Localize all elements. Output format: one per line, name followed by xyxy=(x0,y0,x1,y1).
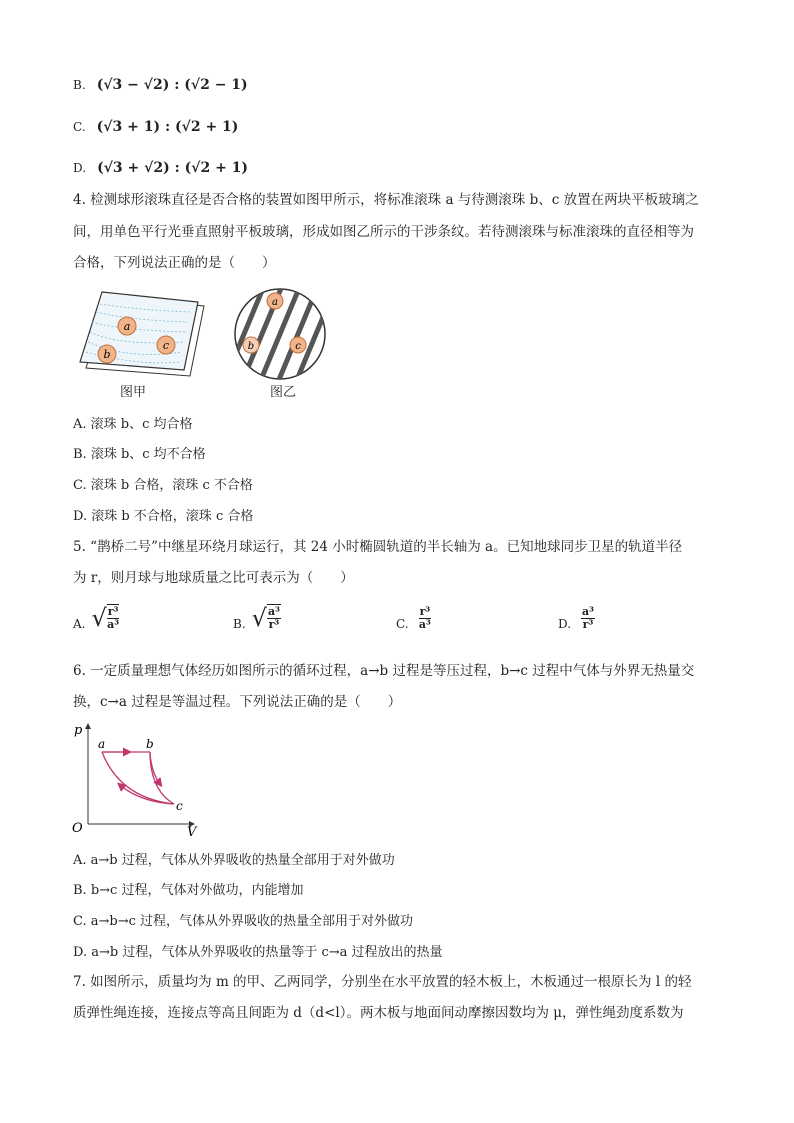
q5-option-a xyxy=(73,604,119,631)
sqrt-sign-icon: √ xyxy=(251,603,267,632)
q4-stem-line2: 间，用单色平行光垂直照射平板玻璃，形成如图乙所示的干涉条纹。若待测滚珠与标准滚珠的直径相等为 xyxy=(73,224,694,240)
q3-option-d xyxy=(73,157,248,176)
q5-option-d xyxy=(558,606,595,631)
option-label: A. xyxy=(73,617,86,631)
q6-option-c: C. a→b→c 过程，气体从外界吸收的热量全部用于对外做功 xyxy=(73,914,414,929)
option-math: (√3 − √2) : (√2 − 1) xyxy=(96,77,248,93)
svg-text:c: c xyxy=(162,339,170,352)
option-label: B. xyxy=(233,617,246,631)
point-a-label: a xyxy=(98,737,106,751)
figure-jia-caption: 图甲 xyxy=(120,385,147,400)
q4-option-c: C. 滚珠 b 合格，滚珠 c 不合格 xyxy=(73,478,253,493)
q7-stem-line1: 7. 如图所示，质量均为 m 的甲、乙两同学，分别坐在水平放置的轻木板上，木板通过一根原长为 l 的轻 xyxy=(73,974,692,990)
q7-stem-line2: 质弹性绳连接，连接点等高且间距为 d（d<l）。两木板与地面间动摩擦因数均为 μ，弹性绳劲度系数为 xyxy=(73,1005,684,1021)
q4-option-b: B. 滚珠 b、c 均不合格 xyxy=(73,447,206,462)
glass-plates xyxy=(80,292,204,376)
figure-yi-caption: 图乙 xyxy=(270,385,297,400)
q6-stem-line1: 6. 一定质量理想气体经历如图所示的循环过程，a→b 过程是等压过程，b→c 过程中气体与外界无热量交 xyxy=(73,663,695,679)
q4-stem-line3: 合格，下列说法正确的是（ ） xyxy=(73,255,276,271)
fraction: $\frac{\text{a³}}{\text{r³}}$ xyxy=(582,605,594,631)
ball-c xyxy=(290,337,306,353)
q6-option-a: A. a→b 过程，气体从外界吸收的热量全部用于对外做功 xyxy=(73,853,395,868)
sqrt-expression: √ $\frac{\text{r³}}{\text{a³}}$ xyxy=(91,603,120,632)
q6-option-b: B. b→c 过程，气体对外做功，内能增加 xyxy=(73,883,304,898)
q6-option-d: D. a→b 过程，气体从外界吸收的热量等于 c→a 过程放出的热量 xyxy=(73,945,443,960)
option-math: (√3 + √2) : (√2 + 1) xyxy=(97,160,249,176)
q3-option-c xyxy=(73,116,238,135)
option-label: C. xyxy=(396,617,409,631)
axis-p-label: p xyxy=(74,723,83,738)
axis-v-label: V xyxy=(187,825,197,838)
origin-label: O xyxy=(72,821,83,836)
sqrt-sign-icon: √ xyxy=(91,603,107,632)
pv-diagram xyxy=(70,720,205,838)
svg-text:a: a xyxy=(123,320,131,333)
svg-text:b: b xyxy=(247,341,255,352)
ball-b xyxy=(243,337,259,353)
ball-a xyxy=(118,317,136,335)
option-label: C. xyxy=(73,120,86,134)
q6-stem-line2: 换，c→a 过程是等温过程。下列说法正确的是（ ） xyxy=(73,694,402,710)
option-label: B. xyxy=(73,78,86,92)
ball-a xyxy=(267,293,283,309)
q4-stem-line1: 4. 检测球形滚珠直径是否合格的装置如图甲所示，将标准滚珠 a 与待测滚珠 b、c 放置在两块平板玻璃之 xyxy=(73,192,699,208)
figure-jia xyxy=(78,290,208,378)
q4-option-d: D. 滚珠 b 不合格，滚珠 c 合格 xyxy=(73,509,254,524)
fraction: $\frac{\text{r³}}{\text{a³}}$ xyxy=(418,605,431,631)
cycle-curves xyxy=(102,752,174,804)
figure-yi xyxy=(232,286,328,382)
q5-stem-line2: 为 r，则月球与地球质量之比可表示为（ ） xyxy=(73,570,354,586)
ball-b xyxy=(98,345,116,363)
option-math: (√3 + 1) : (√2 + 1) xyxy=(96,119,239,135)
option-label: D. xyxy=(558,617,572,631)
ball-c xyxy=(157,336,175,354)
point-c-label: c xyxy=(176,799,183,813)
svg-text:a: a xyxy=(272,297,278,308)
sqrt-expression: √ $\frac{\text{a³}}{\text{r³}}$ xyxy=(251,603,280,632)
point-b-label: b xyxy=(146,737,154,751)
svg-text:b: b xyxy=(103,348,111,361)
q4-option-a: A. 滚珠 b、c 均合格 xyxy=(73,417,193,432)
q5-stem-line1: 5. “鹊桥二号”中继星环绕月球运行，其 24 小时椭圆轨道的半长轴为 a。已知地球同步卫星的轨道半径 xyxy=(73,539,683,555)
q3-option-b xyxy=(73,74,248,93)
option-label: D. xyxy=(73,161,87,175)
svg-text:c: c xyxy=(295,341,301,352)
q5-option-c xyxy=(396,606,431,631)
q5-option-b xyxy=(233,604,281,631)
